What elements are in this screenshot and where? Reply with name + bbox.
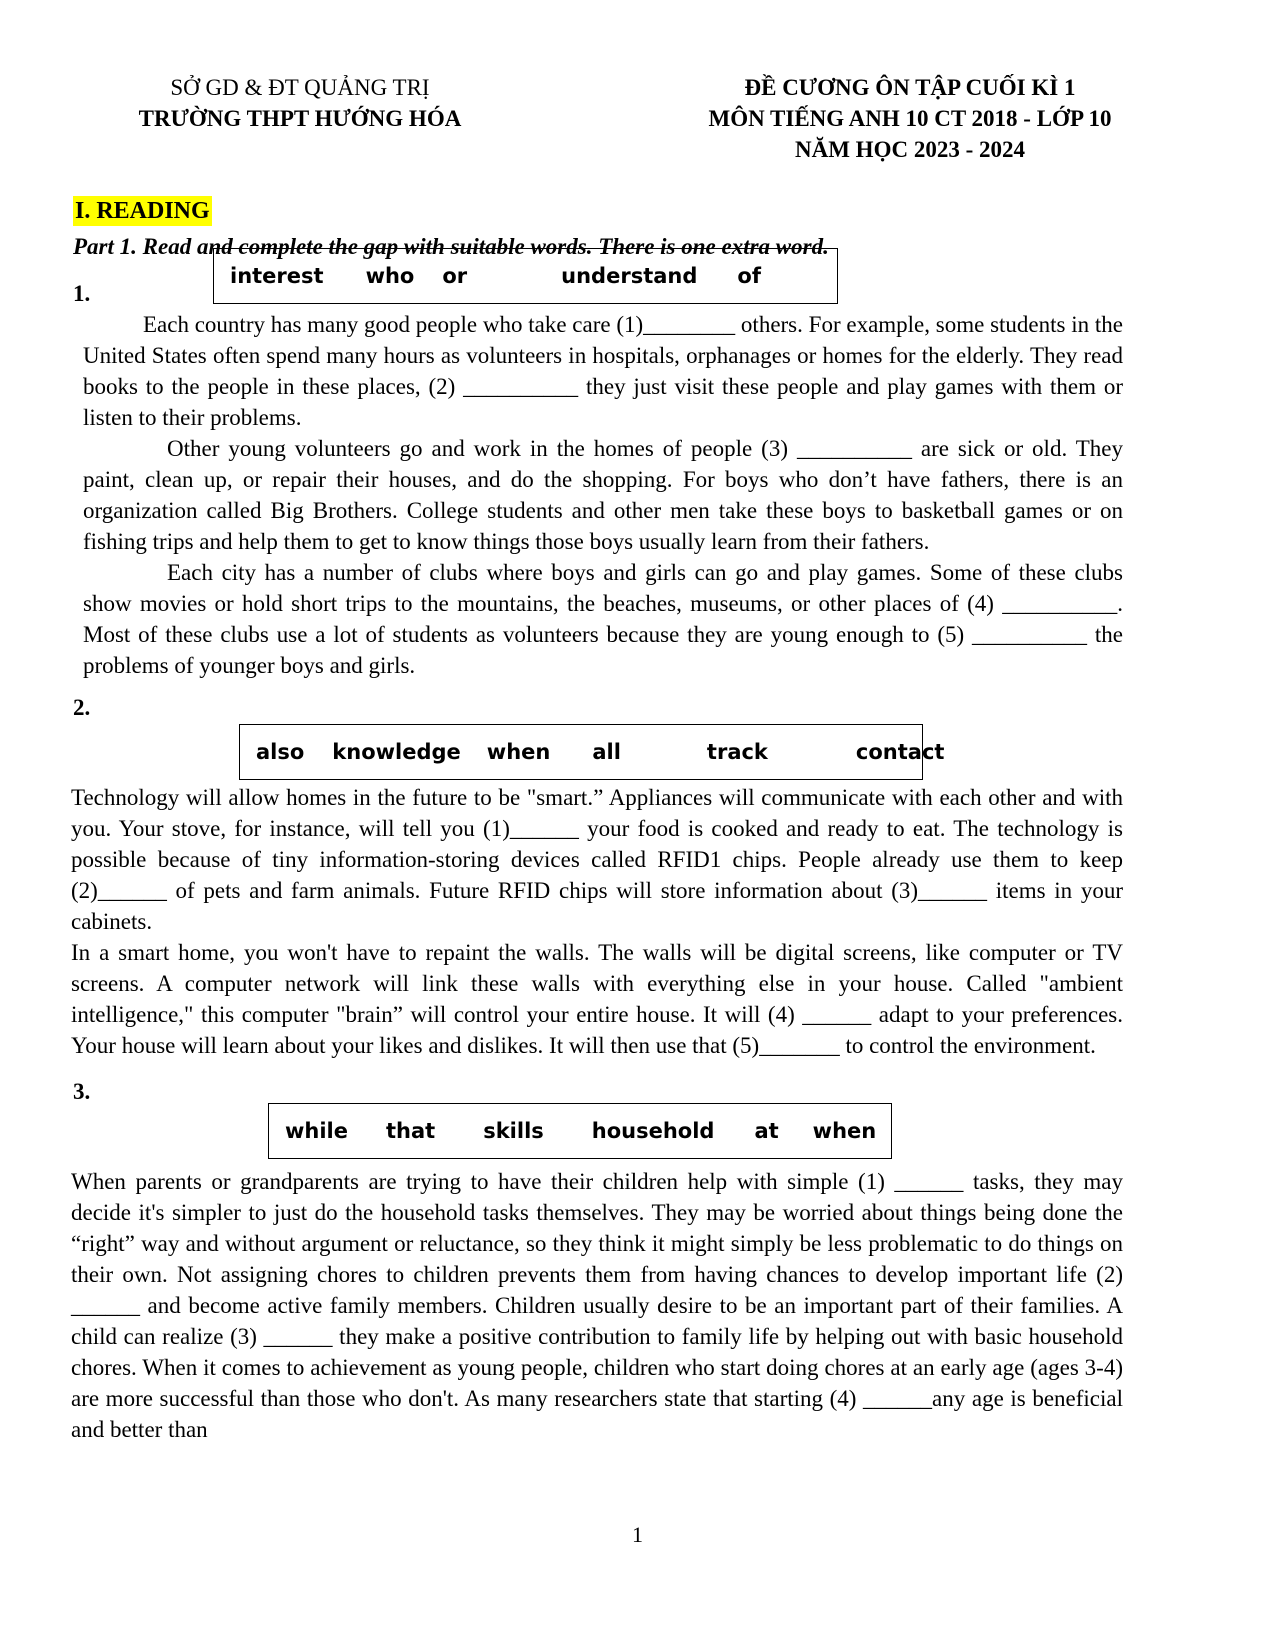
- passage-paragraph: Each country has many good people who take care (1)________ others. For example, some students in the United States often spend many hours as volunteers in hospitals, orphanages or homes for the elderly. They read books to the people in these places, (2) __________ they just visit these people and play games with them or listen to their problems.: [83, 312, 1123, 430]
- word-option: that: [386, 1119, 436, 1143]
- passage: [83, 309, 1123, 681]
- word-option: who: [365, 264, 415, 288]
- word-option: household: [591, 1119, 715, 1143]
- exercise-number: 1.: [73, 281, 91, 306]
- word-option: at: [754, 1119, 779, 1143]
- word-option: knowledge: [332, 740, 461, 764]
- passage-paragraph: Each city has a number of clubs where boys and girls can go and play games. Some of these clubs show movies or hold short trips to the mountains, the beaches, museums, or other places of (4) __________. Most of these clubs use a lot of students as volunteers because they are young enough to (5) __________ the problems of younger boys and girls.: [83, 560, 1123, 678]
- word-box: [268, 1103, 892, 1159]
- passage: [71, 1166, 1123, 1445]
- word-option: when: [486, 740, 551, 764]
- word-box: [213, 248, 838, 304]
- word-option: understand: [561, 264, 698, 288]
- word-option: all: [592, 740, 621, 764]
- page-number: 1: [632, 1522, 643, 1547]
- school-header: [90, 72, 510, 134]
- word-box: [239, 724, 945, 780]
- word-option: of: [737, 264, 761, 288]
- school-name: TRƯỜNG THPT HƯỚNG HÓA: [138, 106, 462, 131]
- word-option: or: [442, 264, 468, 288]
- word-option: contact: [855, 740, 945, 764]
- word-option: skills: [483, 1119, 544, 1143]
- word-option: also: [256, 740, 305, 764]
- word-option: interest: [230, 264, 324, 288]
- part-title: Part 1. Read and complete the gap with suitable words. There is one extra word.: [73, 234, 829, 259]
- department-name: SỞ GD & ĐT QUẢNG TRỊ: [170, 75, 430, 100]
- school-year: NĂM HỌC 2023 - 2024: [795, 137, 1025, 162]
- passage: [71, 782, 1123, 1061]
- word-option: track: [706, 740, 768, 764]
- passage-paragraph: In a smart home, you won't have to repaint the walls. The walls will be digital screens, like computer or TV screens. A computer network will link these walls with everything else in your house. Called "ambient intelligence," this computer "brain” will control your entire house. It will (4) ______ adapt to your preferences. Your house will learn about your likes and dislikes. It will then use that (5)_______ to control the environment.: [71, 940, 1123, 1058]
- exercise-number: 3.: [73, 1079, 91, 1104]
- passage-paragraph: Technology will allow homes in the future to be "smart.” Appliances will communicate with each other and with you. Your stove, for instance, will tell you (1)______ your food is cooked and ready to eat. The technology is possible because of tiny information-storing devices called RFID1 chips. People already use them to keep (2)______ of pets and farm animals. Future RFID chips will store information about (3)______ items in your cabinets.: [71, 785, 1123, 934]
- word-option: while: [285, 1119, 348, 1143]
- section-title: I. READING: [75, 198, 210, 224]
- subject-line: MÔN TIẾNG ANH 10 CT 2018 - LỚP 10: [708, 106, 1112, 131]
- passage-paragraph: Other young volunteers go and work in the homes of people (3) __________ are sick or old. They paint, clean up, or repair their houses, and do the shopping. For boys who don’t have fathers, there is an organization called Big Brothers. College students and other men take these boys to basketball games or on fishing trips and help them to get to know things those boys usually learn from their fathers.: [83, 436, 1123, 554]
- exam-header: [590, 72, 1230, 165]
- document-title: ĐỀ CƯƠNG ÔN TẬP CUỐI KÌ 1: [744, 75, 1076, 100]
- word-option: when: [812, 1119, 877, 1143]
- exercise-number: 2.: [73, 695, 91, 720]
- passage-paragraph: When parents or grandparents are trying to have their children help with simple (1) ______ tasks, they may decide it's simpler to just do the household tasks themselves. They may be worried about things being done the “right” way and without argument or reluctance, so they think it might simply be less problematic to do things on their own. Not assigning chores to children prevents them from having chances to develop important life (2) ______ and become active family members. Children usually desire to be an important part of their families. A child can realize (3) ______ they make a positive contribution to family life by helping out with basic household chores. When it comes to achievement as young people, children who start doing chores at an early age (ages 3-4) are more successful than those who don't. As many researchers state that starting (4) ______any age is beneficial and better than: [71, 1169, 1123, 1442]
